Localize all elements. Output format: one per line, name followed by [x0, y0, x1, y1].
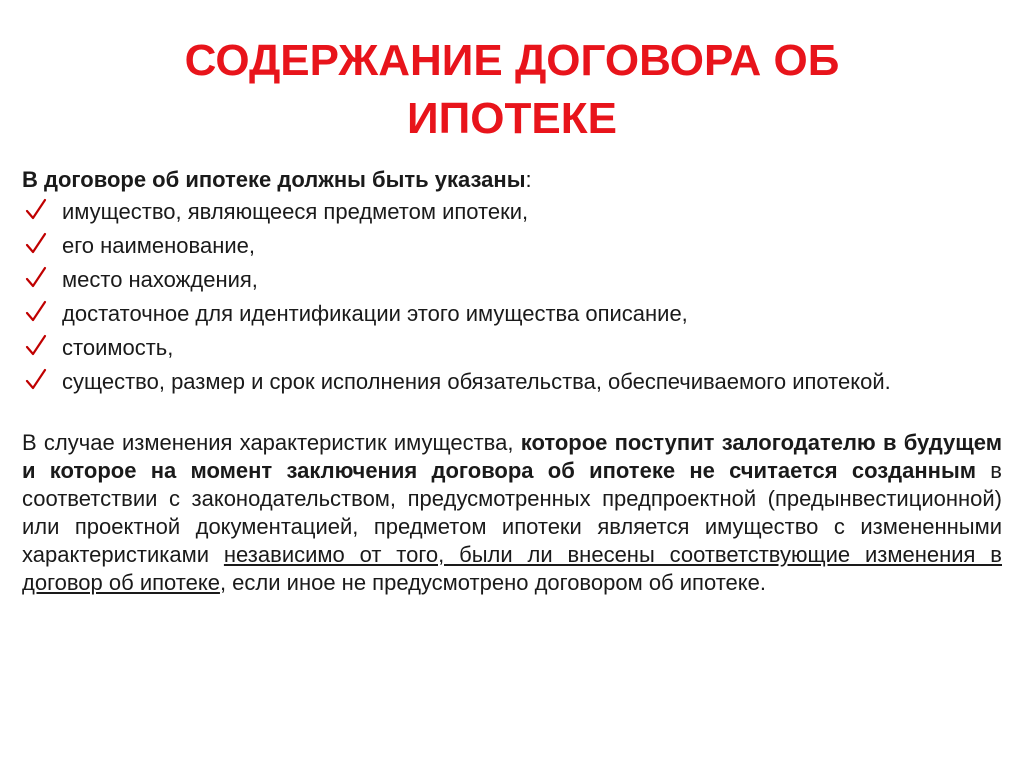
intro-line	[22, 165, 1002, 195]
checkmark-icon	[25, 367, 47, 393]
list-item-text: существо, размер и срок исполнения обязательства, обеспечиваемого ипотекой.	[62, 369, 891, 394]
list-item	[22, 265, 1002, 294]
paragraph-underlined-part: независимо от того, были ли внесены соответствующие изменения в договор об ипотеке	[22, 542, 1002, 595]
slide-title	[0, 32, 1024, 148]
paragraph-bold-part: которое поступит залогодателю в будущем и которое на момент заключения договора об ипотеке не считается созданным	[22, 430, 1002, 483]
property-change-paragraph	[22, 429, 1002, 597]
list-item-text: имущество, являющееся предметом ипотеки,	[62, 199, 529, 224]
paragraph-part-3: в соответствии с законодательством, предусмотренных предпроектной (предынвестиционной) или проектной документацией, предметом ипотеки является имущество с измененными характеристиками	[22, 458, 1002, 567]
slide-title-line-1: СОДЕРЖАНИЕ ДОГОВОРА ОБ	[184, 36, 840, 85]
list-item-text: стоимость,	[62, 335, 174, 360]
requirements-list	[22, 197, 1002, 396]
checkmark-icon	[25, 265, 47, 291]
list-item	[22, 231, 1002, 260]
list-item-text: его наименование,	[62, 233, 256, 258]
list-item-text: место нахождения,	[62, 267, 258, 292]
slide-body	[22, 165, 1002, 597]
paragraph-part-5: , если иное не предусмотрено договором об ипотеке.	[219, 570, 766, 595]
checkmark-icon	[25, 231, 47, 257]
checkmark-icon	[25, 299, 47, 325]
paragraph-part-1: В случае изменения характеристик имущества,	[22, 430, 521, 455]
intro-bold-text: В договоре об ипотеке должны быть указаны	[22, 167, 526, 192]
checkmark-icon	[25, 197, 47, 223]
intro-colon: :	[525, 167, 532, 192]
list-item	[22, 197, 1002, 226]
list-item	[22, 299, 1002, 328]
checkmark-icon	[25, 333, 47, 359]
slide-title-line-2: ИПОТЕКЕ	[407, 94, 617, 143]
list-item	[22, 333, 1002, 362]
list-item	[22, 367, 1002, 396]
list-item-text: достаточное для идентификации этого имущества описание,	[62, 301, 688, 326]
